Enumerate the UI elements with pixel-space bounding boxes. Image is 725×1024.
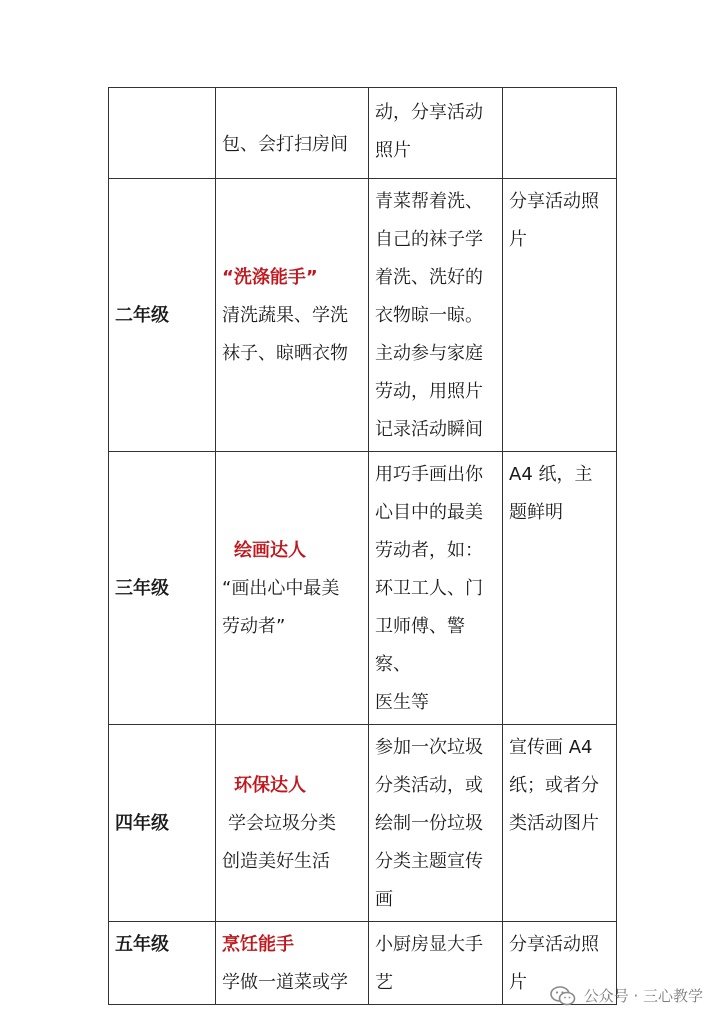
- content-line: 卫师傅、警察、: [375, 616, 465, 675]
- content-line: 青菜帮着洗、: [375, 191, 483, 212]
- activity-cell: [216, 922, 369, 1005]
- activity-table: [108, 87, 617, 1005]
- grade-cell: 三年级: [109, 452, 216, 725]
- activity-line: 包、会打扫房间: [222, 134, 348, 155]
- content-line: 动，分享活动: [375, 102, 483, 123]
- activity-cell: [216, 88, 369, 179]
- activity-line: 袜子、晾晒衣物: [222, 343, 348, 364]
- watermark: [550, 985, 703, 1006]
- result-line: 片: [509, 972, 527, 993]
- content-line: 劳动者，如：: [375, 540, 483, 561]
- table-row: [109, 725, 617, 922]
- content-line: 心目中的最美: [375, 502, 483, 523]
- content-cell: [369, 725, 503, 922]
- activity-line: 清洗蔬果、学洗: [222, 305, 348, 326]
- table-row: [109, 452, 617, 725]
- watermark-text: 公众号 · 三心教学: [583, 987, 703, 1005]
- result-line: 纸；或者分: [509, 775, 599, 796]
- result-cell: [503, 452, 617, 725]
- result-cell: [503, 179, 617, 452]
- result-line: 片: [509, 229, 527, 250]
- content-line: 衣物晾一晾。: [375, 305, 483, 326]
- result-line: A4 纸，主: [509, 464, 593, 485]
- activity-cell: [216, 179, 369, 452]
- content-line: 主动参与家庭: [375, 343, 483, 364]
- content-line: 照片: [375, 140, 411, 161]
- content-line: 用巧手画出你: [375, 464, 483, 485]
- content-line: 分类主题宣传: [375, 851, 483, 872]
- activity-line: “画出心中最美: [222, 578, 340, 599]
- content-line: 记录活动瞬间: [375, 419, 483, 440]
- grade-cell: 五年级: [109, 922, 216, 1005]
- table-row: [109, 88, 617, 179]
- result-cell: [503, 725, 617, 922]
- activity-line: 学做一道菜或学: [222, 972, 348, 993]
- grade-cell: 二年级: [109, 179, 216, 452]
- result-line: 宣传画 A4: [509, 737, 593, 758]
- activity-title: “洗涤能手”: [222, 267, 318, 288]
- content-line: 画: [375, 889, 393, 910]
- activity-title: 环保达人: [234, 775, 306, 796]
- grade-cell: 四年级: [109, 725, 216, 922]
- content-line: 自己的袜子学: [375, 229, 483, 250]
- content-cell: [369, 452, 503, 725]
- content-line: 小厨房显大手: [375, 934, 483, 955]
- content-line: 参加一次垃圾: [375, 737, 483, 758]
- content-line: 着洗、洗好的: [375, 267, 483, 288]
- grade-cell: [109, 88, 216, 179]
- result-line: 题鲜明: [509, 502, 563, 523]
- activity-cell: [216, 452, 369, 725]
- content-line: 劳动，用照片: [375, 381, 483, 402]
- result-cell: [503, 88, 617, 179]
- result-line: 分享活动照: [509, 191, 599, 212]
- activity-title: 绘画达人: [234, 540, 306, 561]
- content-line: 医生等: [375, 692, 429, 713]
- table-row: [109, 179, 617, 452]
- result-line: 类活动图片: [509, 813, 599, 834]
- content-cell: [369, 922, 503, 1005]
- activity-line: 创造美好生活: [222, 851, 330, 872]
- result-line: 分享活动照: [509, 934, 599, 955]
- content-cell: [369, 179, 503, 452]
- content-line: 绘制一份垃圾: [375, 813, 483, 834]
- activity-line: 劳动者”: [222, 616, 286, 637]
- activity-line: 学会垃圾分类: [228, 813, 336, 834]
- wechat-icon: [550, 986, 576, 1006]
- content-line: 分类活动，或: [375, 775, 483, 796]
- activity-title: 烹饪能手: [222, 934, 294, 955]
- content-line: 艺: [375, 972, 393, 993]
- content-line: 环卫工人、门: [375, 578, 483, 599]
- activity-cell: [216, 725, 369, 922]
- content-cell: [369, 88, 503, 179]
- table-row: [109, 922, 617, 1005]
